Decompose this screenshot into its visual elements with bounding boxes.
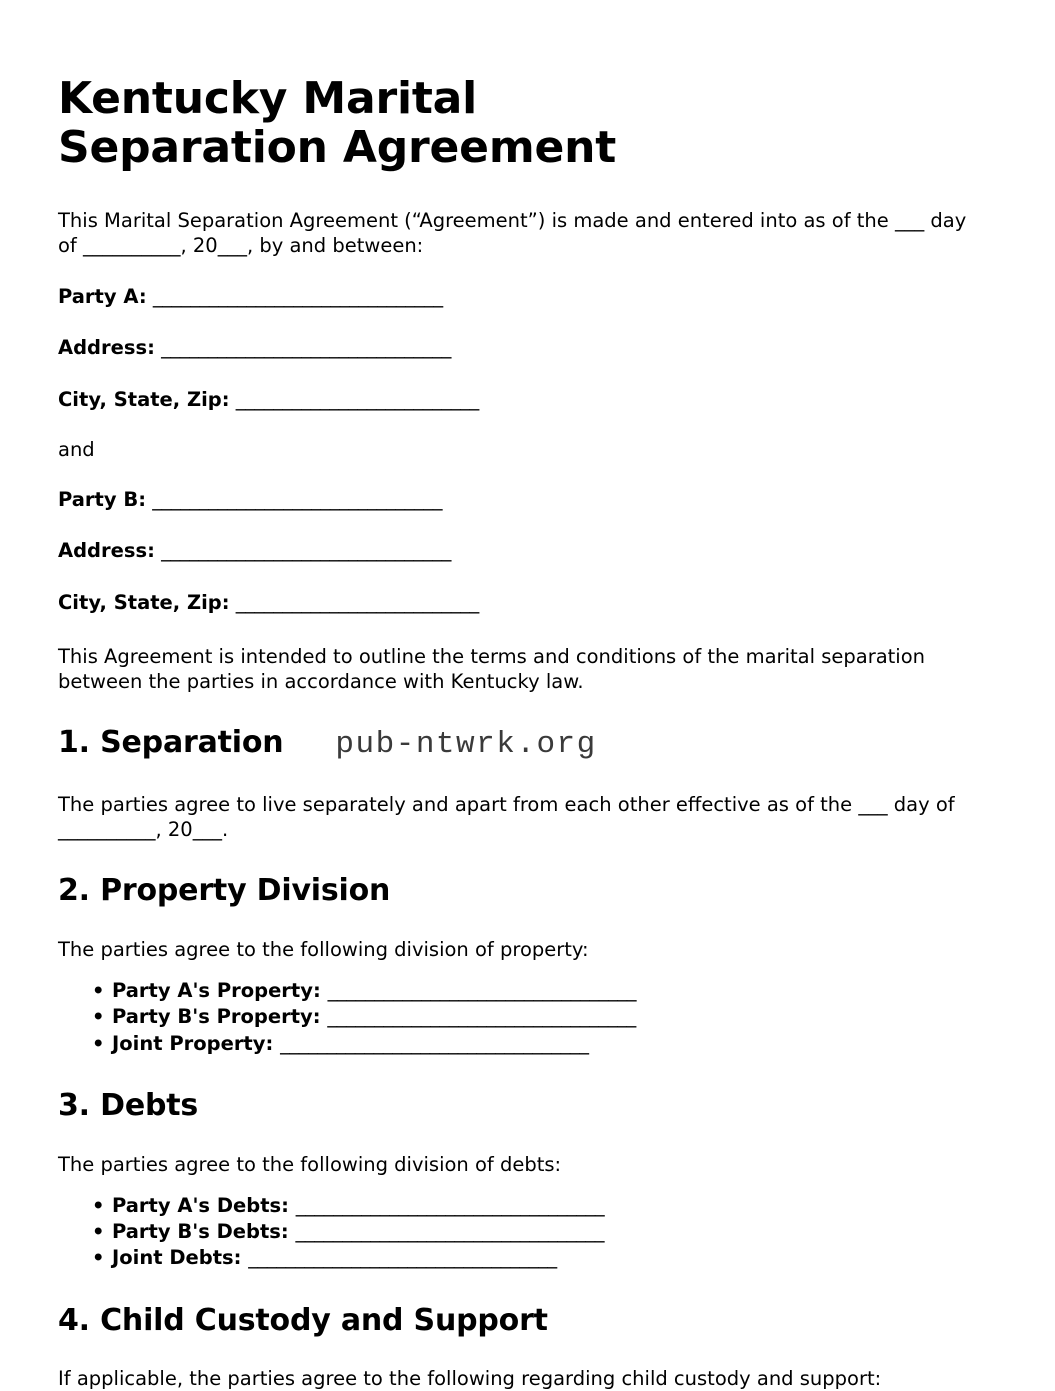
list-item [92, 978, 975, 1004]
debt-division-list [58, 1193, 975, 1272]
section-2-label: 2. Property Division [58, 873, 391, 909]
debt-item-label: Party B's Debts: [112, 1220, 289, 1244]
party-b-city-label: City, State, Zip: [58, 590, 230, 614]
section-heading-custody [58, 1304, 975, 1338]
property-item-blank[interactable]: _________________________________ [327, 1005, 636, 1029]
party-a-address-blank[interactable]: _______________________________ [161, 336, 451, 360]
intro-paragraph: This Marital Separation Agreement (“Agreement”) is made and entered into as of the ___ day of __________, 20___, by and between: [58, 208, 967, 257]
list-item [92, 1031, 975, 1057]
party-a-city-field [58, 388, 975, 412]
section-custody-body: If applicable, the parties agree to the following regarding child custody and support: [58, 1367, 882, 1391]
debt-item-blank[interactable]: _________________________________ [295, 1193, 605, 1217]
section-4-label: 4. Child Custody and Support [58, 1302, 548, 1338]
list-item [92, 1004, 975, 1030]
party-a-city-blank[interactable]: __________________________ [235, 387, 479, 411]
party-a-city-label: City, State, Zip: [58, 387, 230, 411]
party-a-address-field [58, 336, 975, 360]
party-a-name-blank[interactable]: _______________________________ [152, 284, 443, 308]
property-division-list [58, 978, 975, 1057]
section-property-body: The parties agree to the following division of property: [58, 937, 589, 961]
party-a-name-field [58, 285, 975, 309]
party-a-name-label: Party A: [58, 284, 147, 308]
conjunction-and: and [58, 437, 95, 461]
watermark-text: pub-ntwrk.org [335, 727, 597, 763]
party-b-name-field [58, 488, 975, 512]
debt-item-blank[interactable]: _________________________________ [295, 1220, 605, 1244]
section-separation-body: The parties agree to live separately and apart from each other effective as of the ___ day of __________, 20___. [58, 793, 955, 842]
party-b-name-label: Party B: [58, 487, 147, 511]
list-item [92, 1219, 975, 1245]
section-debts-body: The parties agree to the following division of debts: [58, 1152, 562, 1176]
property-item-blank[interactable]: _________________________________ [280, 1031, 589, 1055]
debt-item-label: Joint Debts: [112, 1246, 242, 1270]
property-item-blank[interactable]: _________________________________ [327, 979, 637, 1003]
party-b-city-blank[interactable]: __________________________ [235, 590, 479, 614]
party-b-address-field [58, 539, 975, 563]
party-b-address-blank[interactable]: _______________________________ [161, 539, 451, 563]
property-item-label: Party A's Property: [112, 979, 321, 1003]
section-heading-property [58, 874, 975, 908]
section-heading-debts [58, 1089, 975, 1123]
debt-item-label: Party A's Debts: [112, 1193, 289, 1217]
debt-item-blank[interactable]: _________________________________ [248, 1246, 557, 1270]
section-3-label: 3. Debts [58, 1088, 199, 1124]
section-1-label: 1. Separation [58, 725, 284, 761]
property-item-label: Party B's Property: [112, 1005, 321, 1029]
list-item [92, 1193, 975, 1219]
party-b-address-label: Address: [58, 539, 155, 563]
party-b-city-field [58, 591, 975, 615]
intent-paragraph: This Agreement is intended to outline the terms and conditions of the marital separation between the parties in accordance with Kentucky law. [58, 645, 926, 694]
page-title: Kentucky Marital Separation Agreement [58, 73, 617, 174]
party-a-address-label: Address: [58, 336, 155, 360]
list-item [92, 1245, 975, 1271]
section-heading-separation [58, 726, 975, 763]
property-item-label: Joint Property: [112, 1031, 274, 1055]
party-b-name-blank[interactable]: _______________________________ [152, 487, 443, 511]
